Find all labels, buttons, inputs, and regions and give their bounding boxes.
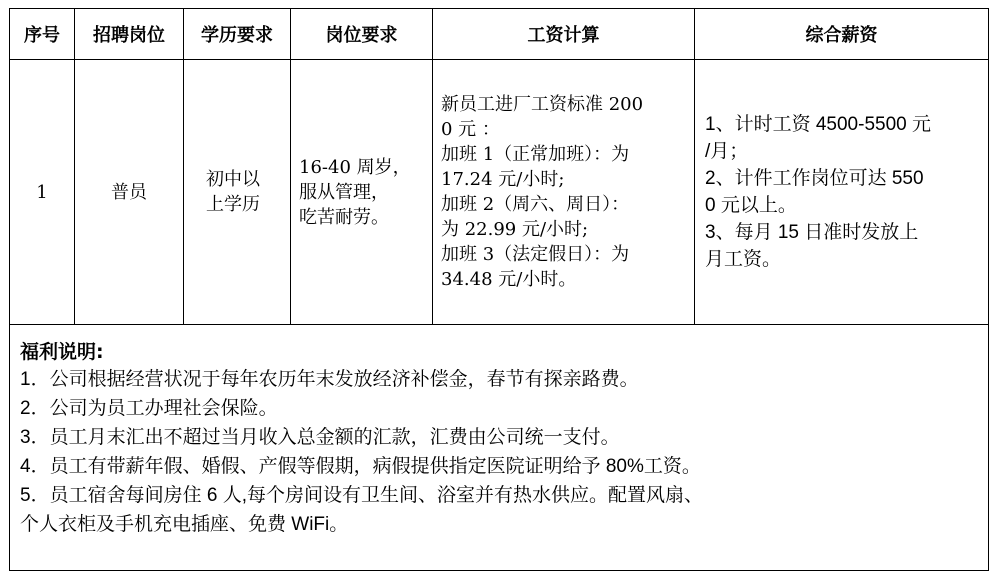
- wage-line: 加班 3（法定假日）：为: [441, 244, 630, 265]
- wage-line: 加班 2（周六、周日）：: [441, 194, 630, 215]
- header-total-salary: 综合薪资: [695, 9, 989, 60]
- requirement-line: 16-40 周岁，: [299, 156, 411, 178]
- header-requirements: 岗位要求: [291, 9, 433, 60]
- header-no: 序号: [10, 9, 75, 60]
- cell-education: [184, 60, 291, 325]
- cell-wage-calc: [433, 60, 695, 325]
- wage-line: 0 元 ：: [441, 119, 500, 140]
- salary-line: 1、计时工资 4500-5500 元: [705, 114, 931, 135]
- wage-line: 加班 1（正常加班）：为: [441, 144, 630, 165]
- welfare-row: [10, 325, 989, 571]
- wage-line: 为 22.99 元/小时;: [441, 219, 589, 240]
- table-row: [10, 60, 989, 325]
- requirement-line: 服从管理，: [299, 181, 389, 203]
- welfare-item: 4．员工有带薪年假、婚假、产假等假期，病假提供指定医院证明给予 80%工资。: [20, 456, 701, 477]
- salary-line: 月工资。: [705, 249, 782, 270]
- salary-line: 3、每月 15 日准时发放上: [705, 222, 919, 243]
- education-line: 初中以: [206, 169, 260, 190]
- welfare-item: 2．公司为员工办理社会保险。: [20, 398, 278, 419]
- recruitment-table: [9, 8, 989, 571]
- welfare-item: 5．员工宿舍每间房住 6 人,每个房间设有卫生间、浴室并有热水供应。配置风扇、: [20, 485, 703, 506]
- welfare-item: 3．员工月末汇出不超过当月收入总金额的汇款，汇费由公司统一支付。: [20, 427, 620, 448]
- cell-requirements: [291, 60, 433, 325]
- welfare-title: 福利说明:: [20, 341, 104, 363]
- header-row: [10, 9, 989, 60]
- header-wage-calc: 工资计算: [433, 9, 695, 60]
- salary-line: 2、计件工作岗位可达 550: [705, 168, 924, 189]
- header-education: 学历要求: [184, 9, 291, 60]
- wage-line: 新员工进厂工资标准 200: [441, 94, 644, 115]
- wage-line: 17.24 元/小时;: [441, 169, 565, 190]
- salary-line: /月；: [705, 141, 749, 162]
- header-position: 招聘岗位: [75, 9, 184, 60]
- welfare-section: [10, 325, 989, 571]
- salary-line: 0 元以上。: [705, 195, 797, 216]
- welfare-item: 个人衣柜及手机充电插座、免费 WiFi。: [20, 514, 349, 535]
- requirement-line: 吃苦耐劳。: [299, 206, 389, 228]
- wage-line: 34.48 元/小时。: [441, 269, 577, 290]
- welfare-item: 1．公司根据经营状况于每年农历年末发放经济补偿金，春节有探亲路费。: [20, 369, 639, 390]
- cell-no: 1: [10, 60, 75, 325]
- education-line: 上学历: [206, 194, 260, 215]
- cell-position: 普员: [75, 60, 184, 325]
- cell-total-salary: [695, 60, 989, 325]
